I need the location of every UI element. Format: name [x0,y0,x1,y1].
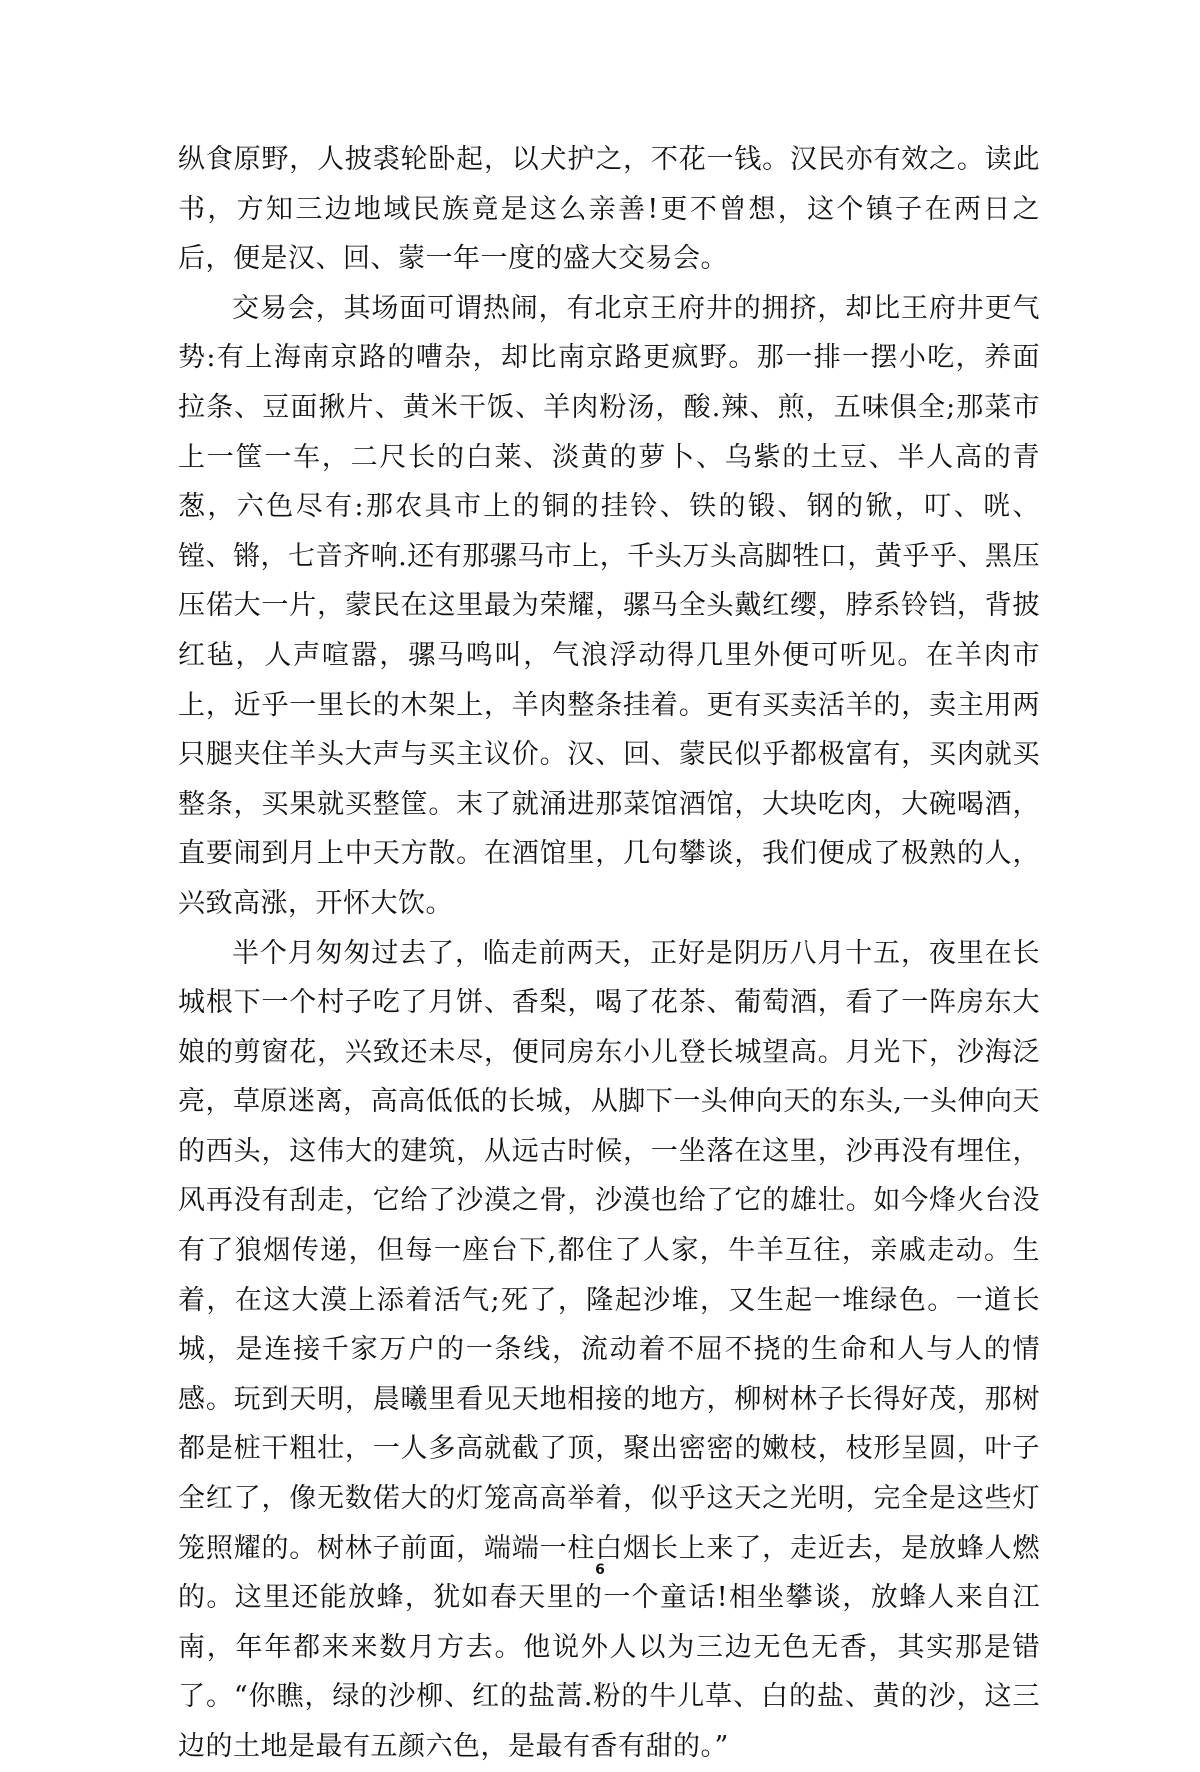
paragraph-1: 纵食原野，人披裘轮卧起，以犬护之，不花一钱。汉民亦有效之。读此书，方知三边地域民族竟是这么亲善!更不曾想，这个镇子在两日之后，便是汉、回、蒙一年一度的盛大交易会。 [178,144,1040,275]
paragraph-3: 半个月匆匆过去了，临走前两天，正好是阴历八月十五，夜里在长城根下一个村子吃了月饼、香梨，喝了花茶、葡萄酒，看了一阵房东大娘的剪窗花，兴致还未尽，便同房东小儿登长城望高。月光下，沙海泛亮，草原迷离，高高低低的长城，从脚下一头伸向天的东头,一头伸向天的西头，这伟大的建筑，从远古时候，一坐落在这里，沙再没有埋住，风再没有刮走，它给了沙漠之骨，沙漠也给了它的雄壮。如今烽火台没有了狼烟传递，但每一座台下,都住了人家，牛羊互往，亲戚走动。生着，在这大漠上添着活气;死了，隆起沙堆，又生起一堆绿色。一道长城，是连接千家万户的一条线，流动着不屈不挠的生命和人与人的情感。玩到天明，晨曦里看见天地相接的地方，柳树林子长得好茂，那树都是桩干粗壮，一人多高就截了顶，聚出密密的嫩枝，枝形呈圆，叶子全红了，像无数偌大的灯笼高高举着，似乎这天之光明，完全是这些灯笼照耀的。树林子前面，端端一柱白烟长上来了，走近去，是放蜂人燃的。这里还能放蜂，犹如春天里的一个童话!相坐攀谈，放蜂人来自江南，年年都来来数月方去。他说外人以为三边无色无香，其实那是错了。“你瞧，绿的沙柳、红的盐蒿.粉的牛儿草、白的盐、黄的沙，这三边的土地是最有五颜六色，是最有香有甜的。” [178,937,1040,1762]
text-body [178,135,1040,1772]
page-number: 6 [595,1562,605,1578]
paragraph-2: 交易会，其场面可谓热闹，有北京王府井的拥挤，却比王府井更气势:有上海南京路的嘈杂，却比南京路更疯野。那一排一摆小吃，养面拉条、豆面揪片、黄米干饭、羊肉粉汤，酸.辣、煎，五味俱全;那菜市上一筐一车，二尺长的白莱、淡黄的萝卜、乌紫的土豆、半人高的青葱，六色尽有:那农具市上的铜的挂铃、铁的锻、钢的锨，叮、咣、镗、锵，七音齐响.还有那骡马市上，千头万头高脚牲口，黄乎乎、黑压压偌大一片，蒙民在这里最为荣耀，骡马全头戴红缨，脖系铃铛，背披红毡，人声喧嚣，骡马鸣叫，气浪浮动得几里外便可听见。在羊肉市上，近乎一里长的木架上，羊肉整条挂着。更有买卖活羊的，卖主用两只腿夹住羊头大声与买主议价。汉、回、蒙民似乎都极富有，买肉就买整条，买果就买整筐。末了就涌进那菜馆酒馆，大块吃肉，大碗喝酒，直要闹到月上中天方散。在酒馆里，几句攀谈，我们便成了极熟的人，兴致高涨，开怀大饮。 [178,292,1040,919]
